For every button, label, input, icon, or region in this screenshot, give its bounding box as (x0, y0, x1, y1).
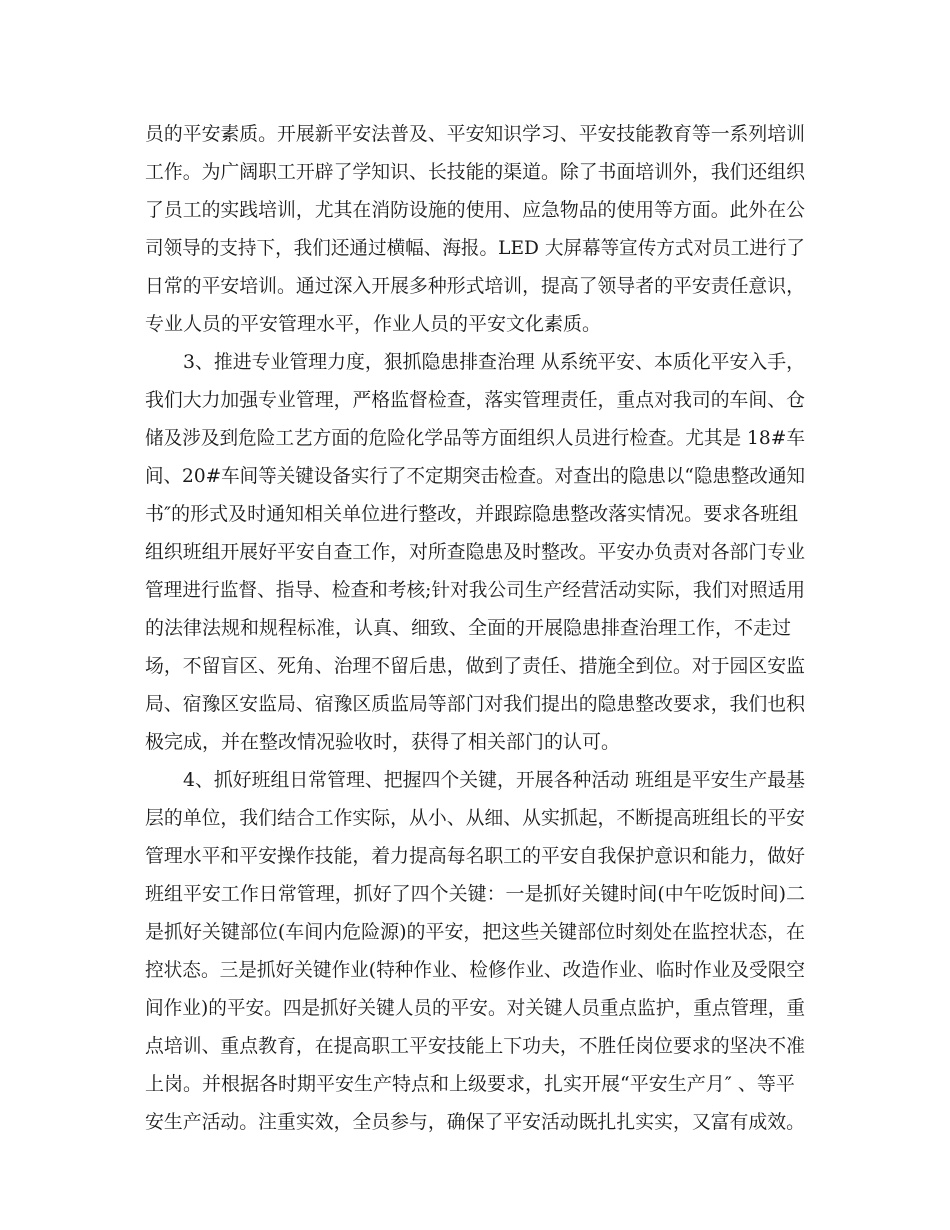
text-line: 间作业)的平安。四是抓好关键人员的平安。对关键人员重点监护，重点管理，重 (145, 997, 805, 1019)
text-line: 层的单位，我们结合工作实际，从小、从细、从实抓起，不断提高班组长的平安 (145, 807, 805, 829)
text-line: 我们大力加强专业管理，严格监督检查，落实管理责任，重点对我司的车间、仓 (145, 389, 805, 411)
text-line: 司领导的支持下，我们还通过横幅、海报。LED 大屏幕等宣传方式对员工进行了 (145, 237, 805, 259)
text-line: 4、抓好班组日常管理、把握四个关键，开展各种活动 班组是平安生产最基 (183, 769, 805, 791)
text-line: 日常的平安培训。通过深入开展多种形式培训，提高了领导者的平安责任意识， (145, 275, 805, 297)
text-line: 了员工的实践培训，尤其在消防设施的使用、应急物品的使用等方面。此外在公 (145, 199, 805, 221)
text-line: 员的平安素质。开展新平安法普及、平安知识学习、平安技能教育等一系列培训 (145, 123, 805, 145)
text-line: 专业人员的平安管理水平，作业人员的平安文化素质。 (145, 313, 602, 335)
text-line: 3、推进专业管理力度，狠抓隐患排查治理 从系统平安、本质化平安入手， (183, 351, 805, 373)
text-line: 控状态。三是抓好关键作业(特种作业、检修作业、改造作业、临时作业及受限空 (145, 959, 805, 981)
text-line: 是抓好关键部位(车间内危险源)的平安，把这些关键部位时刻处在监控状态，在 (145, 921, 805, 943)
text-line: 管理水平和平安操作技能，着力提高每名职工的平安自我保护意识和能力，做好 (145, 845, 805, 867)
text-line: 班组平安工作日常管理，抓好了四个关键：一是抓好关键时间(中午吃饭时间)二 (145, 883, 805, 905)
text-line: 工作。为广阔职工开辟了学知识、长技能的渠道。除了书面培训外，我们还组织 (145, 161, 805, 183)
text-line: 安生产活动。注重实效，全员参与，确保了平安活动既扎扎实实，又富有成效。 (145, 1111, 805, 1133)
text-line: 储及涉及到危险工艺方面的危险化学品等方面组织人员进行检查。尤其是 18#车 (145, 427, 805, 449)
text-line: 点培训、重点教育，在提高职工平安技能上下功夫，不胜任岗位要求的坚决不准 (145, 1035, 805, 1057)
text-line: 局、宿豫区安监局、宿豫区质监局等部门对我们提出的隐患整改要求，我们也积 (145, 693, 805, 715)
text-line: 组织班组开展好平安自查工作，对所查隐患及时整改。平安办负责对各部门专业 (145, 541, 805, 563)
text-line: 的法律法规和规程标准，认真、细致、全面的开展隐患排查治理工作，不走过 (145, 617, 792, 639)
text-line: 上岗。并根据各时期平安生产特点和上级要求，扎实开展“平安生产月″ 、等平 (145, 1073, 795, 1095)
text-line: 间、20#车间等关键设备实行了不定期突击检查。对查出的隐患以“隐患整改通知 (145, 465, 805, 487)
text-line: 管理进行监督、指导、检查和考核;针对我公司生产经营活动实际，我们对照适用 (145, 579, 805, 601)
text-line: 书″的形式及时通知相关单位进行整改，并跟踪隐患整改落实情况。要求各班组 (145, 503, 799, 525)
text-line: 极完成，并在整改情况验收时，获得了相关部门的认可。 (145, 731, 621, 753)
text-line: 场，不留盲区、死角、治理不留后患，做到了责任、措施全到位。对于园区安监 (145, 655, 805, 677)
